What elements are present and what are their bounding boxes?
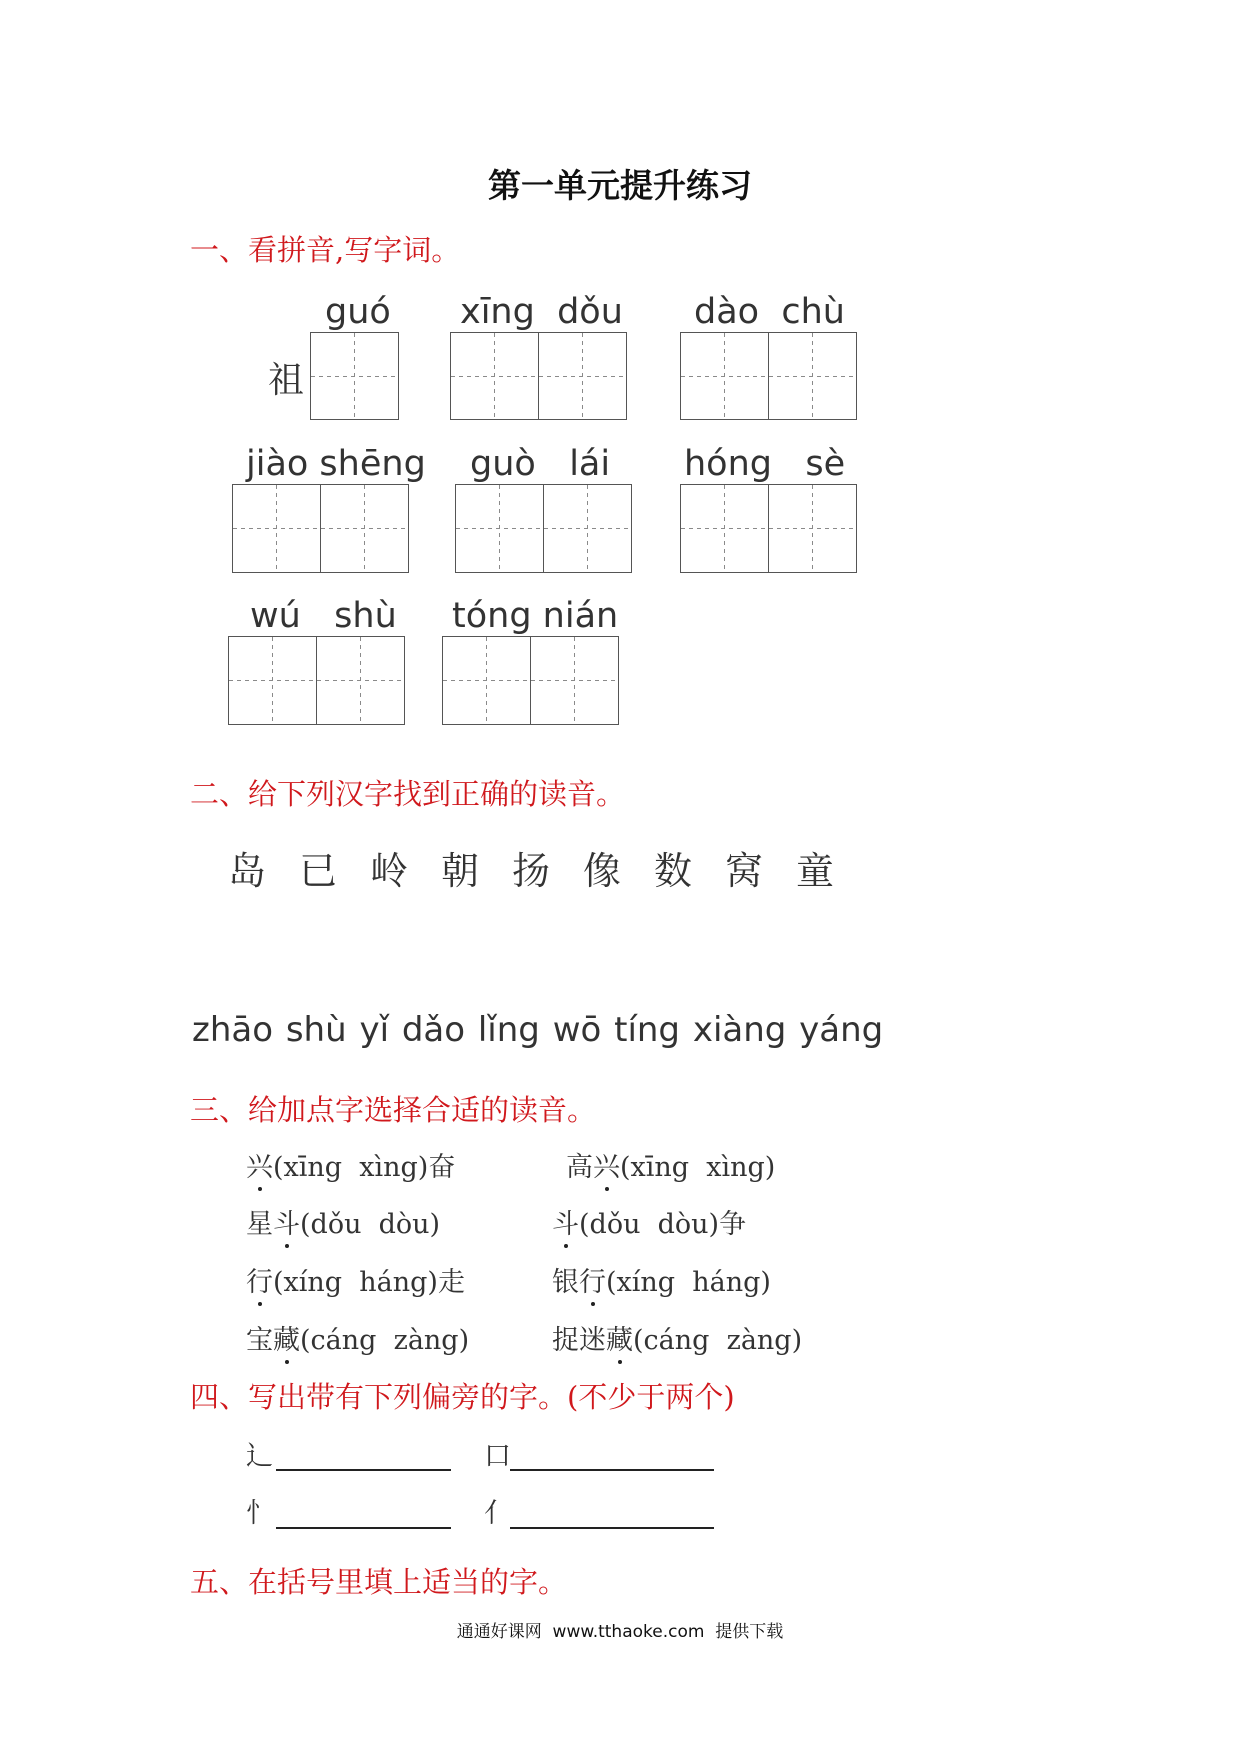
pinyin-label: jiào shēng xyxy=(246,444,426,484)
writing-box[interactable] xyxy=(680,332,769,420)
char-item: 数 xyxy=(654,849,693,893)
reading-choice[interactable]: 行(xíng háng)走 xyxy=(246,1267,465,1298)
reading-choice[interactable]: 兴(xīng xìng)奋 xyxy=(246,1152,456,1183)
writing-box[interactable] xyxy=(320,484,409,573)
section2-heading: 二、给下列汉字找到正确的读音。 xyxy=(190,777,626,811)
writing-box[interactable] xyxy=(543,484,632,573)
writing-box[interactable] xyxy=(768,332,857,420)
pinyin-label: tóng nián xyxy=(452,596,619,636)
section4-heading: 四、写出带有下列偏旁的字。(不少于两个) xyxy=(190,1380,735,1414)
reading-choice[interactable]: 高兴(xīng xìng) xyxy=(566,1152,776,1183)
pinyin-label: guò lái xyxy=(470,444,611,484)
char-item: 窝 xyxy=(725,849,764,893)
pinyin-label: hóng sè xyxy=(684,444,846,484)
char-item: 童 xyxy=(796,849,835,893)
writing-box[interactable] xyxy=(538,332,627,420)
pinyin-label: dào chù xyxy=(694,292,845,332)
radical-label: 亻 xyxy=(484,1498,511,1529)
radical-label: 口 xyxy=(484,1441,511,1472)
section3-heading: 三、给加点字选择合适的读音。 xyxy=(190,1093,597,1127)
footer-credit: 通通好课网 www.tthaoke.com 提供下载 xyxy=(456,1622,784,1642)
writing-box[interactable] xyxy=(316,636,405,725)
reading-choice[interactable]: 捉迷藏(cáng zàng) xyxy=(552,1325,803,1356)
writing-box[interactable] xyxy=(232,484,321,573)
writing-box[interactable] xyxy=(442,636,531,725)
radical-label: 忄 xyxy=(246,1498,273,1529)
radical-label: 辶 xyxy=(246,1441,273,1472)
writing-box[interactable] xyxy=(228,636,317,725)
char-item: 岭 xyxy=(370,849,409,893)
pinyin-label: guó xyxy=(325,292,391,332)
answer-line[interactable] xyxy=(510,1469,714,1471)
pinyin-options: zhāo shù yǐ dǎo lǐng wō tíng xiàng yáng xyxy=(192,1010,884,1050)
char-list xyxy=(228,840,867,895)
writing-box[interactable] xyxy=(768,484,857,573)
char-item: 扬 xyxy=(512,849,551,893)
pinyin-label: wú shù xyxy=(250,596,397,636)
reading-choice[interactable]: 斗(dǒu dòu)争 xyxy=(552,1209,747,1240)
writing-box[interactable] xyxy=(450,332,539,420)
section5-heading: 五、在括号里填上适当的字。 xyxy=(190,1565,568,1599)
prefix-char: 祖 xyxy=(268,360,305,401)
writing-box[interactable] xyxy=(310,332,399,420)
writing-box[interactable] xyxy=(530,636,619,725)
char-item: 已 xyxy=(299,849,338,893)
answer-line[interactable] xyxy=(510,1527,714,1529)
answer-line[interactable] xyxy=(276,1469,451,1471)
section1-heading: 一、看拼音,写字词。 xyxy=(190,233,461,267)
reading-choice[interactable]: 星斗(dǒu dòu) xyxy=(246,1209,441,1240)
char-item: 岛 xyxy=(228,849,267,893)
writing-box[interactable] xyxy=(455,484,544,573)
page-title: 第一单元提升练习 xyxy=(488,166,752,205)
answer-line[interactable] xyxy=(276,1527,451,1529)
char-item: 朝 xyxy=(441,849,480,893)
reading-choice[interactable]: 银行(xíng háng) xyxy=(552,1267,771,1298)
writing-box[interactable] xyxy=(680,484,769,573)
char-item: 像 xyxy=(583,849,622,893)
reading-choice[interactable]: 宝藏(cáng zàng) xyxy=(246,1325,470,1356)
pinyin-label: xīng dǒu xyxy=(460,292,623,332)
